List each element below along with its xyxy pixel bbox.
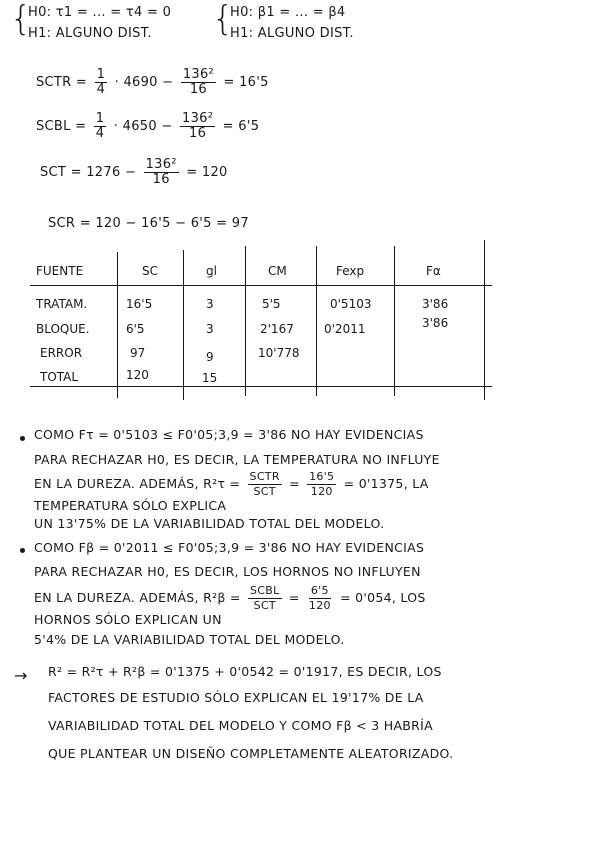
table-cell: 3'86 — [422, 316, 449, 330]
conclusion2-line: HORNOS SÓLO EXPLICAN UN — [34, 612, 222, 627]
table-header-cell: Fexp — [336, 264, 365, 278]
table-cell: 3 — [206, 297, 214, 311]
table-cell: 10'778 — [258, 346, 300, 360]
table-cell: TOTAL — [40, 370, 79, 384]
conclusion1-line: COMO Fτ = 0'5103 ≤ F0'05;3,9 = 3'86 NO HAY EVIDENCIAS — [34, 427, 424, 442]
table-col-divider — [245, 246, 246, 396]
table-cell: 0'5103 — [330, 297, 372, 311]
bullet — [20, 436, 25, 441]
conclusion2-line: EN LA DUREZA. ADEMÁS, R²β = $\frac{\text{SCBL}}{\text{SCT}}$ = $\frac{6'5}{120}$ = 0'054, LOS — [34, 584, 426, 612]
table-col-divider — [316, 246, 317, 396]
conclusion2-line: 5'4% DE LA VARIABILIDAD TOTAL DEL MODELO. — [34, 632, 345, 647]
final-line: QUE PLANTEAR UN DISEÑO COMPLETAMENTE ALEATORIZADO. — [48, 746, 454, 761]
table-cell: 97 — [130, 346, 146, 360]
final-line: R² = R²τ + R²β = 0'1375 + 0'0542 = 0'1917, ES DECIR, LOS — [48, 664, 442, 679]
conclusion1-line: UN 13'75% DE LA VARIABILIDAD TOTAL DEL MODELO. — [34, 516, 385, 531]
table-bottom-line — [30, 386, 492, 387]
table-cell: 6'5 — [126, 322, 145, 336]
table-cell: 2'167 — [260, 322, 294, 336]
left-h0: H0: τ1 = ... = τ4 = 0 — [28, 5, 172, 20]
table-col-divider — [117, 252, 118, 398]
final-line: FACTORES DE ESTUDIO SÓLO EXPLICAN EL 19'17% DE LA — [48, 690, 424, 705]
right-h1: H1: ALGUNO DIST. — [230, 26, 354, 41]
table-header-line — [30, 285, 492, 286]
table-cell: 120 — [126, 368, 149, 382]
table-cell: BLOQUE. — [36, 322, 90, 336]
arrow-icon: → — [14, 666, 28, 685]
right-brace: { — [212, 0, 234, 39]
conclusion1-line: PARA RECHAZAR H0, ES DECIR, LA TEMPERATURA NO INFLUYE — [34, 452, 440, 467]
table-header-cell: gl — [206, 264, 217, 278]
bullet — [20, 548, 25, 553]
table-cell: ERROR — [40, 346, 83, 360]
table-col-divider — [484, 240, 485, 400]
scr-equation: SCR = 120 − 16'5 − 6'5 = 97 — [48, 216, 249, 231]
table-header-cell: FUENTE — [36, 264, 84, 278]
table-cell: 15 — [202, 371, 218, 385]
table-cell: TRATAM. — [36, 297, 88, 311]
table-cell: 0'2011 — [324, 322, 366, 336]
scbl-equation: SCBL = $\frac{1}{4}$ · 4650 − $\frac{\text{136²}}{16}$ = 6'5 — [36, 111, 260, 141]
sctr-equation: SCTR = $\frac{1}{4}$ · 4690 − $\frac{\text{136²}}{16}$ = 16'5 — [36, 67, 269, 97]
final-line: VARIABILIDAD TOTAL DEL MODELO Y COMO Fβ < 3 HABRÍA — [48, 718, 433, 733]
conclusion2-line: PARA RECHAZAR H0, ES DECIR, LOS HORNOS NO INFLUYEN — [34, 564, 421, 579]
conclusion1-line: EN LA DUREZA. ADEMÁS, R²τ = $\frac{\text{SCTR}}{\text{SCT}}$ = $\frac{16'5}{120}$ = 0'1375, LA — [34, 470, 429, 498]
table-cell: 16'5 — [126, 297, 153, 311]
table-cell: 3 — [206, 322, 214, 336]
table-cell: 5'5 — [262, 297, 281, 311]
left-h1: H1: ALGUNO DIST. — [28, 26, 152, 41]
table-cell: 9 — [206, 350, 214, 364]
sct-equation: SCT = 1276 − $\frac{\text{136²}}{16}$ = 120 — [40, 157, 228, 187]
table-header-cell: SC — [142, 264, 158, 278]
right-h0: H0: β1 = ... = β4 — [230, 5, 346, 20]
table-cell: 3'86 — [422, 297, 449, 311]
table-col-divider — [183, 250, 184, 400]
left-brace: { — [10, 0, 32, 39]
conclusion2-line: COMO Fβ = 0'2011 ≤ F0'05;3,9 = 3'86 NO HAY EVIDENCIAS — [34, 540, 425, 555]
table-header-cell: CM — [268, 264, 287, 278]
table-col-divider — [394, 246, 395, 396]
table-header-cell: Fα — [426, 264, 441, 278]
conclusion1-line: TEMPERATURA SÓLO EXPLICA — [34, 498, 227, 513]
